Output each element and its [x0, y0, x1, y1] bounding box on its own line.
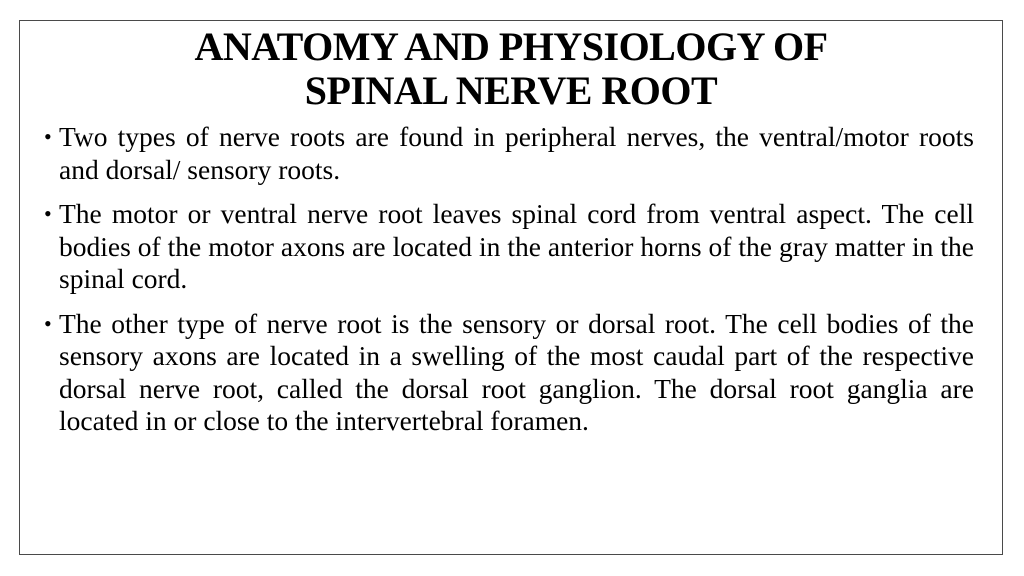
- bullet-text: The other type of nerve root is the sensory or dorsal root. The cell bodies of the sensory axons are located in a swelling of the most caudal part of the respective dorsal nerve root, called the dorsal root ganglion. The dorsal root ganglia are located in or close to the intervertebral foramen.: [59, 307, 974, 436]
- bullet-list: [44, 121, 974, 450]
- slide: [19, 20, 1003, 555]
- bullet-text: The motor or ventral nerve root leaves spinal cord from ventral aspect. The cell bodies of the motor axons are located in the anterior horns of the gray matter in the spinal cord.: [59, 198, 974, 294]
- bullet-icon: •: [44, 310, 52, 336]
- bullet-item: [44, 198, 974, 296]
- slide-title: [20, 25, 1002, 113]
- bullet-icon: •: [44, 124, 52, 149]
- slide-title-line-1: ANATOMY AND PHYSIOLOGY OF: [194, 24, 828, 69]
- bullet-item: [44, 308, 974, 438]
- bullet-text: Two types of nerve roots are found in peripheral nerves, the ventral/motor roots and dorsal/ sensory roots.: [59, 121, 974, 185]
- slide-title-line-2: SPINAL NERVE ROOT: [304, 68, 718, 113]
- bullet-icon: •: [44, 201, 52, 226]
- bullet-item: [44, 121, 974, 186]
